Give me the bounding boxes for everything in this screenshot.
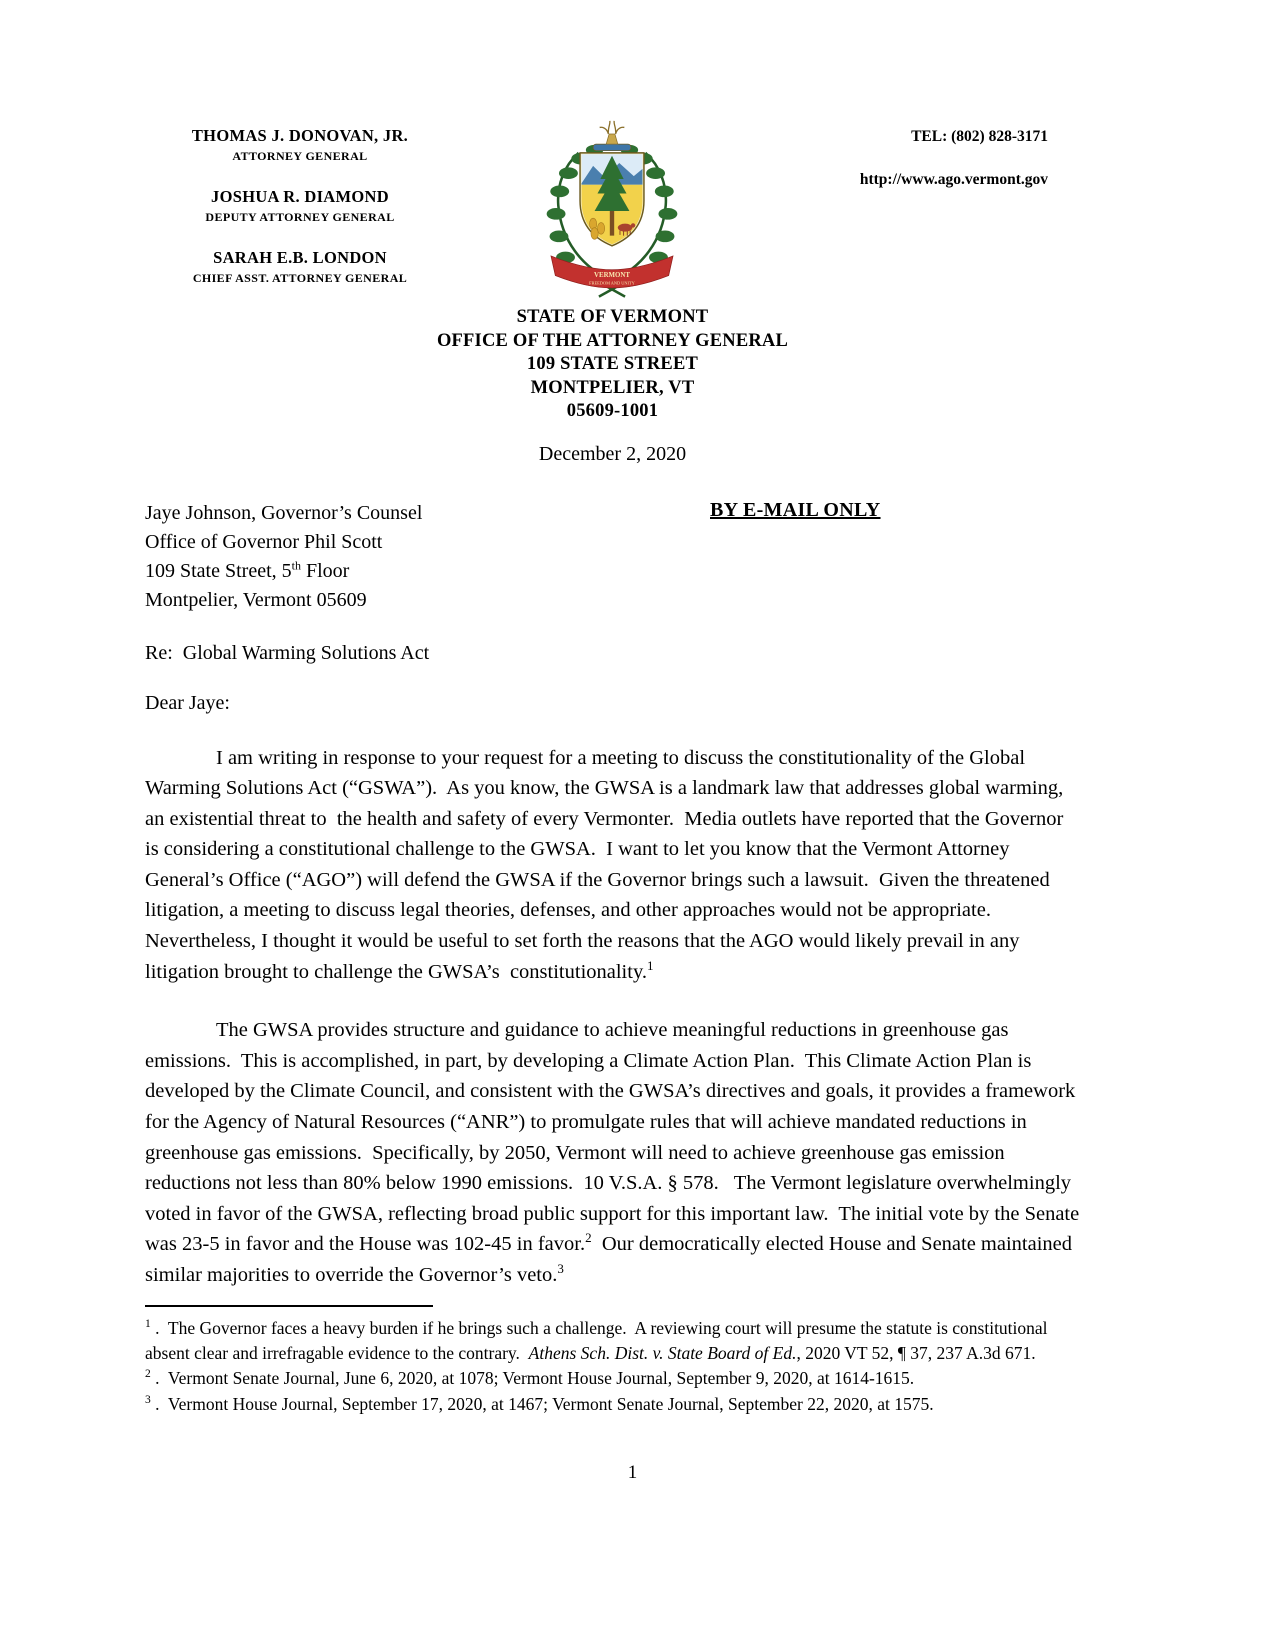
footnote-3-text: . Vermont House Journal, September 17, 2020, at 1467; Vermont Senate Journal, September 22, 2020, at 1575. [150, 1393, 934, 1414]
footnote-separator-rule [145, 1305, 433, 1307]
page-number: 1 [627, 1462, 638, 1483]
stag-head [600, 121, 625, 144]
recipient-line: Montpelier, Vermont 05609 [145, 588, 367, 611]
official-title: DEPUTY ATTORNEY GENERAL [205, 210, 395, 224]
crest-bar [593, 144, 631, 151]
official-name: THOMAS J. DONOVAN, JR. [191, 126, 409, 145]
website-url: http://www.ago.vermont.gov [859, 171, 1048, 188]
delivery-method-label: BY E-MAIL ONLY [710, 498, 881, 521]
vermont-coat-of-arms-icon [532, 118, 692, 301]
letter-date: December 2, 2020 [538, 442, 687, 465]
paragraph-2-text-b: Our democratically elected House and Senate maintained similar majorities to override the Governor’s veto. [145, 1233, 1078, 1286]
official-name: SARAH E.B. LONDON [213, 248, 387, 267]
footnote-1-text-end: , 2020 VT 52, ¶ 37, 237 A.3d 671. [796, 1343, 1036, 1363]
contact-block [818, 128, 1048, 189]
recipient-address-block [145, 499, 1080, 615]
office-address-line: OFFICE OF THE ATTORNEY GENERAL [436, 330, 789, 351]
office-address-line: 109 STATE STREET [526, 354, 699, 374]
telephone-number: TEL: (802) 828-3171 [911, 128, 1048, 145]
letter-body-column [145, 306, 1085, 1417]
seal-ribbon-vermont: VERMONT [594, 272, 630, 280]
recipient-line: 109 State Street, 5th Floor [145, 557, 350, 582]
letterhead [0, 118, 1265, 310]
recipient-row [145, 499, 1080, 615]
re-subject-line: Re: Global Warming Solutions Act [145, 641, 430, 664]
official-title: ATTORNEY GENERAL [232, 149, 368, 163]
office-address-line: MONTPELIER, VT [530, 377, 695, 398]
footnote-2-text: . Vermont Senate Journal, June 6, 2020, at 1078; Vermont House Journal, September 9, 2020, at 1614-1615. [150, 1368, 915, 1389]
office-address-block [145, 306, 1080, 424]
salutation: Dear Jaye: [145, 691, 230, 714]
officials-block [147, 126, 453, 309]
footnote-2-number: 2 [145, 1368, 151, 1381]
paragraph-1-text: I am writing in response to your request for a meeting to discuss the constitutionality of the Global Warming Solutions Act (“GSWA”). As you know, the GWSA is a landmark law that addresses global warming, an existential threat to the health and safety of every Vermonter. Media outlets have reported that the Governor is considering a constitutional challenge to the GWSA. I want to let you know that the Vermont Attorney General’s Office (“AGO”) will defend the GWSA if the Governor brings such a lawsuit. Given the threatened litigation, a meeting to discuss legal theories, defenses, and other approaches would not be appropriate. Nevertheless, I thought it would be useful to set forth the reasons that the AGO would likely prevail in any litigation brought to challenge the GWSA’s constitutionality. [145, 746, 1069, 983]
vermont-state-seal [532, 118, 692, 302]
recipient-line: Jaye Johnson, Governor’s Counsel [145, 501, 423, 524]
official-name: JOSHUA R. DIAMOND [211, 187, 389, 206]
footnote-2 [145, 1366, 1080, 1391]
office-address-line: 05609-1001 [566, 401, 659, 421]
paragraph-2 [145, 1015, 1085, 1290]
official-title: CHIEF ASST. ATTORNEY GENERAL [192, 271, 408, 285]
official-entry [147, 187, 453, 225]
office-address-line: STATE OF VERMONT [516, 307, 709, 327]
footnote-1-text: . The Governor faces a heavy burden if he brings such a challenge. A reviewing court will presume the statute is constitutional absent clear and irrefragable evidence to the contrary. [145, 1317, 1052, 1363]
footnote-3-number: 3 [145, 1393, 151, 1406]
footnote-reference-3: 3 [557, 1261, 564, 1277]
official-entry [147, 126, 453, 164]
paragraph-2-text-a: The GWSA provides structure and guidance to achieve meaningful reductions in greenhouse gas emissions. This is accomplished, in part, by developing a Climate Action Plan. This Climate Action Plan is developed by the Climate Council, and consistent with the GWSA’s directives and goals, it provides a framework for the Agency of Natural Resources (“ANR”) to promulgate rules that will achieve mandated reductions in greenhouse gas emissions. Specifically, by 2050, Vermont will need to achieve greenhouse gas emission reductions not less than 80% below 1990 emissions. 10 V.S.A. § 578. The Vermont legislature overwhelmingly voted in favor of the GWSA, reflecting broad public support for this important law. The initial vote by the Senate was 23-5 in favor and the House was 102-45 in favor. [145, 1019, 1085, 1256]
footnote-1-number: 1 [145, 1317, 151, 1330]
footnote-reference-1: 1 [647, 957, 654, 973]
ordinal-superscript: th [291, 557, 301, 572]
footnote-reference-2: 2 [585, 1230, 592, 1246]
seal-ribbon-motto: FREEDOM AND UNITY [589, 280, 635, 286]
footnote-1-case-citation: Athens Sch. Dist. v. State Board of Ed. [528, 1343, 797, 1363]
paragraph-1 [145, 743, 1080, 988]
footnotes-section [145, 1305, 1080, 1418]
official-entry [147, 248, 453, 286]
footnote-3 [145, 1392, 1080, 1417]
footnote-1 [145, 1316, 1080, 1367]
recipient-line: Office of Governor Phil Scott [145, 530, 383, 553]
